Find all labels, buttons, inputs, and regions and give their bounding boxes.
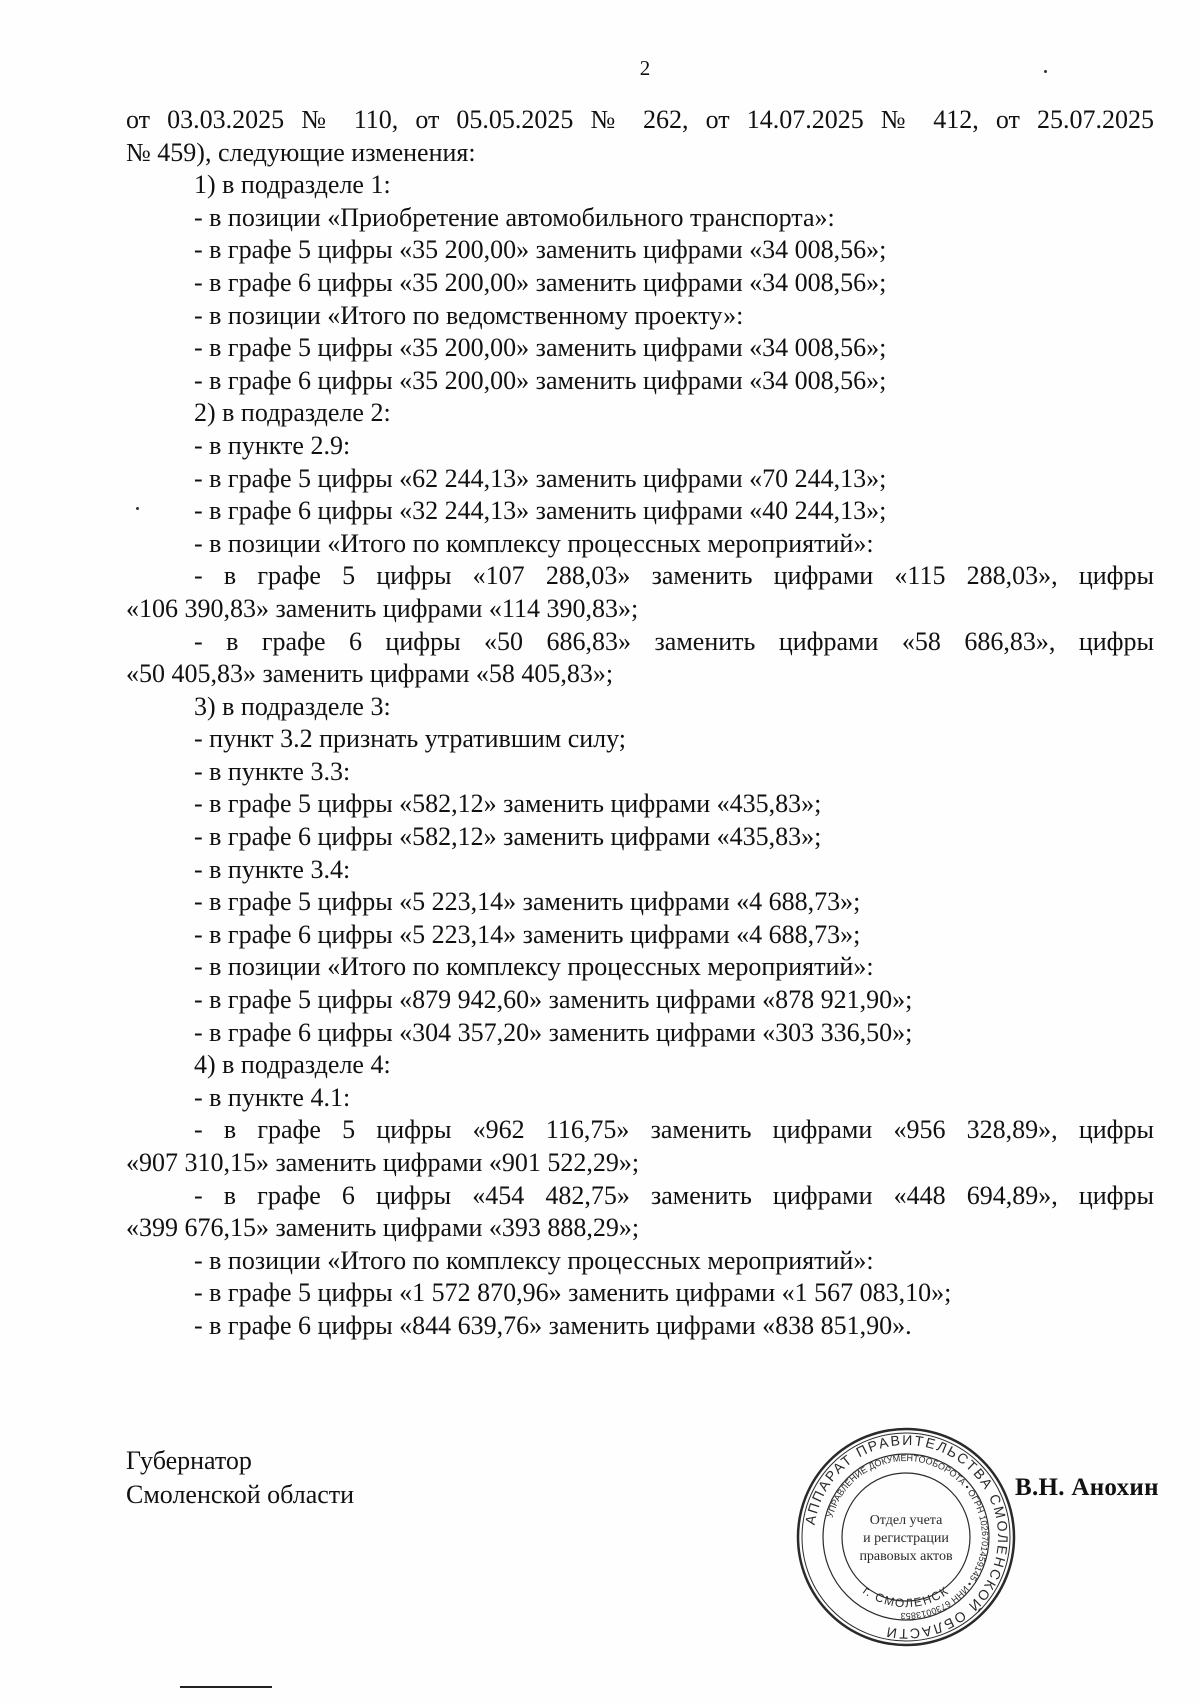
body-line: - в графе 5 цифры «582,12» заменить цифрами «435,83»; [194, 789, 822, 819]
body-line: - в графе 5 цифры «879 942,60» заменить цифрами «878 921,90»; [194, 985, 913, 1015]
stamp-outer-text: АППАРАТ ПРАВИТЕЛЬСТВА СМОЛЕНСКОЙ ОБЛАСТИ [801, 1431, 1012, 1643]
body-line: «50 405,83» заменить цифрами «58 405,83»; [126, 659, 614, 689]
footer-rule [180, 1686, 272, 1688]
body-line: «106 390,83» заменить цифрами «114 390,83»; [126, 593, 639, 623]
scan-speck [1044, 70, 1047, 73]
body-line: 2) в подразделе 2: [194, 398, 391, 428]
body-line: - в графе 6 цифры «5 223,14» заменить цифрами «4 688,73»; [194, 919, 861, 949]
body-line: - в графе 5 цифры «5 223,14» заменить цифрами «4 688,73»; [194, 887, 861, 917]
body-line: - в графе 5 цифры «107 288,03» заменить цифрами «115 288,03», цифры [194, 561, 1154, 591]
body-line: 3) в подразделе 3: [194, 691, 391, 721]
body-line: - в графе 6 цифры «844 639,76» заменить цифрами «838 851,90». [194, 1310, 912, 1340]
body-line: - в позиции «Итого по комплексу процессных мероприятий»: [194, 952, 874, 982]
signer-region: Смоленской области [126, 1480, 355, 1509]
body-line: - в пункте 3.3: [194, 756, 351, 786]
body-line: - в графе 5 цифры «1 572 870,96» заменить цифрами «1 567 083,10»; [194, 1278, 952, 1308]
document-body [126, 104, 1154, 1343]
body-line: 1) в подразделе 1: [194, 170, 391, 200]
signature-block [126, 1444, 354, 1512]
body-line: - в позиции «Итого по комплексу процессных мероприятий»: [194, 528, 874, 558]
body-line: - в графе 6 цифры «304 357,20» заменить цифрами «303 336,50»; [194, 1017, 913, 1047]
body-line: 4) в подразделе 4: [194, 1050, 391, 1080]
body-line: - в графе 5 цифры «35 200,00» заменить цифрами «34 008,56»; [194, 235, 887, 265]
stamp-center-line-1: Отдел учета [869, 1513, 943, 1528]
body-line: - в графе 6 цифры «454 482,75» заменить цифрами «448 694,89», цифры [194, 1180, 1154, 1210]
body-line: - в графе 5 цифры «62 244,13» заменить цифрами «70 244,13»; [194, 463, 887, 493]
body-line: - в графе 6 цифры «32 244,13» заменить цифрами «40 244,13»; [194, 496, 887, 526]
stamp-center-line-3: правовых актов [859, 1549, 953, 1564]
body-line: - в графе 6 цифры «50 686,83» заменить цифрами «58 686,83», цифры [194, 626, 1154, 656]
body-line: - в позиции «Итого по комплексу процессных мероприятий»: [194, 1245, 874, 1275]
body-line: - в пункте 4.1: [194, 1082, 351, 1112]
body-line: - в графе 5 цифры «962 116,75» заменить цифрами «956 328,89», цифры [194, 1115, 1154, 1145]
stamp-center-line-2: и регистрации [863, 1531, 949, 1546]
body-line: - в графе 6 цифры «35 200,00» заменить цифрами «34 008,56»; [194, 365, 887, 395]
body-line: - в пункте 3.4: [194, 854, 351, 884]
body-line: - в позиции «Приобретение автомобильного транспорта»: [194, 202, 835, 232]
signer-name: В.Н. Анохин [1015, 1474, 1159, 1501]
official-stamp [793, 1424, 1019, 1650]
body-line: «907 310,15» заменить цифрами «901 522,29»; [126, 1148, 640, 1177]
stamp-city-text: г. СМОЛЕНСК [860, 1583, 952, 1611]
body-line: - в графе 6 цифры «35 200,00» заменить цифрами «34 008,56»; [194, 267, 887, 297]
body-line: - в пункте 2.9: [194, 430, 351, 460]
body-line: № 459), следующие изменения: [126, 137, 476, 167]
stamp-inner-text: УПРАВЛЕНИЕ ДОКУМЕНТООБОРОТА • ОГРН 1026701459145 • ИНН 6730013853 [824, 1452, 991, 1622]
body-line: от 03.03.2025 № 110, от 05.05.2025 № 262, от 14.07.2025 № 412, от 25.07.2025 [126, 105, 1154, 134]
body-line: - пункт 3.2 признать утратившим силу; [194, 724, 627, 754]
body-line: - в графе 6 цифры «582,12» заменить цифрами «435,83»; [194, 822, 822, 852]
body-line: - в графе 5 цифры «35 200,00» заменить цифрами «34 008,56»; [194, 333, 887, 363]
signer-position: Губернатор [126, 1446, 252, 1475]
body-line: - в позиции «Итого по ведомственному проекту»: [194, 300, 744, 330]
body-line: «399 676,15» заменить цифрами «393 888,29»; [126, 1213, 640, 1243]
page-number: 2 [639, 56, 651, 80]
